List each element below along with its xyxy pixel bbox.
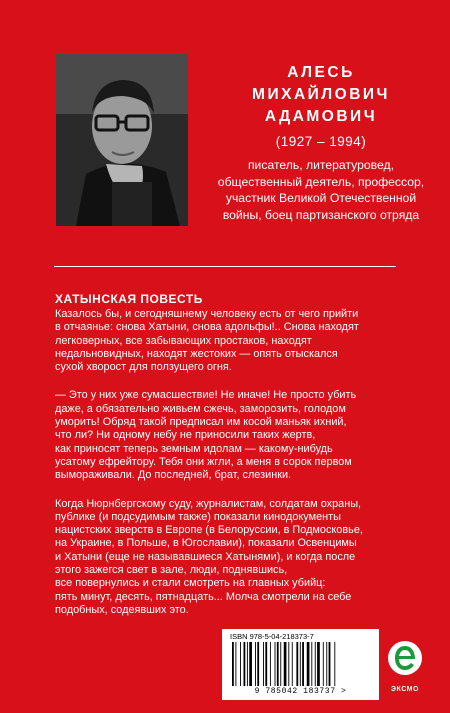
barcode-bar <box>334 642 335 686</box>
text-line: недальновидных, находят жестоких — опять отыскался <box>55 347 338 360</box>
barcode-bar <box>275 642 276 686</box>
author-years: (1927 – 1994) <box>275 134 367 149</box>
barcode-bar <box>270 642 271 686</box>
barcode-bar <box>300 642 301 686</box>
text-line: и Хатыни (еще не называвшиеся Хатынями), и когда после <box>55 550 356 563</box>
description-line: войны, боец партизанского отряда <box>222 207 420 222</box>
text-line: усатому ефрейтору. Тебя они жгли, а меня в сорок первом <box>55 455 352 468</box>
barcode-digits: 9 785042 183737 > <box>254 687 347 696</box>
section-body <box>55 308 397 632</box>
text-line: даже, а обязательно живьем сжечь, заморозить, голодом <box>55 402 346 415</box>
barcode-bar <box>247 642 248 686</box>
author-name-line: МИХАЙЛОВИЧ <box>252 86 390 103</box>
barcode-bar <box>249 642 252 686</box>
text-line: — Это у них уже сумасшествие! Не иначе! Не просто убить <box>55 389 357 402</box>
text-line: публике (и подсудимым также) показали кинодокументы <box>55 510 341 523</box>
description-line: участник Великой Отечественной <box>225 191 417 205</box>
barcode-panel <box>222 629 379 700</box>
author-name-line: АЛЕСЬ <box>287 64 355 81</box>
text-line: подобных, содеявших это. <box>55 603 189 616</box>
barcode-bar <box>244 642 246 686</box>
text-line: сухой хворост для ползущего огня. <box>55 361 232 374</box>
barcode-bars <box>230 642 371 686</box>
barcode-bar <box>317 642 320 686</box>
barcode-bar <box>311 642 312 686</box>
author-name <box>196 62 446 128</box>
barcode-bar <box>292 642 293 686</box>
text-line: Когда Нюрнбергскому суду, журналистам, солдатам охраны, <box>55 497 362 510</box>
barcode-bar <box>265 642 267 686</box>
text-line: уморить! Обряд такой предписал им косой маньяк ихний, <box>55 416 347 429</box>
section-title: ХАТЫНСКАЯ ПОВЕСТЬ <box>55 292 203 306</box>
barcode-bar <box>323 642 324 686</box>
paragraph-1 <box>55 308 397 374</box>
barcode-bar <box>326 642 327 686</box>
paragraph-2 <box>55 389 397 482</box>
barcode-bar <box>277 642 279 686</box>
publisher-logo-text: ЭКСМО <box>391 686 419 693</box>
author-block <box>196 62 446 223</box>
description-line: общественный деятель, профессор, <box>217 174 425 189</box>
text-line: на Украине, в Польше, в Югославии), показали Освенцимы <box>55 537 357 550</box>
barcode-bar <box>235 642 236 686</box>
barcode-bar <box>232 642 234 686</box>
barcode-bar <box>315 642 316 686</box>
barcode-bar <box>307 642 310 686</box>
text-line: нацистских зверств в Европе (в Белоруссии, в Подмосковье, <box>55 524 363 537</box>
divider <box>54 266 396 267</box>
text-line: все повернулись и стали смотреть на главных убийц: <box>55 577 326 590</box>
description-line: писатель, литературовед, <box>247 158 395 172</box>
barcode-bar <box>296 642 298 686</box>
barcode-bar <box>240 642 241 686</box>
barcode-bar <box>263 642 264 686</box>
text-line: как приносят теперь земным идолам — какому-нибудь <box>55 442 333 455</box>
text-line: что ли? Ни одному небу не приносили таких жертв, <box>55 429 316 442</box>
text-line: этого зажегся свет в зале, люди, поднявшись, <box>55 564 288 577</box>
barcode-bar <box>280 642 281 686</box>
text-line: в отчаянье: снова Хатыни, снова адольфы!.. Снова находят <box>55 321 359 334</box>
barcode-bar <box>255 642 256 686</box>
barcode-bar <box>329 642 331 686</box>
isbn-label: ISBN 978-5-04-218373-7 <box>230 632 314 641</box>
text-line: Казалось бы, и сегодняшнему человеку есть от чего прийти <box>55 308 359 320</box>
text-line: легковерных, все забывающих простаков, находят <box>55 334 312 347</box>
barcode-bar <box>284 642 287 686</box>
barcode-bar <box>302 642 304 686</box>
text-line: вымораживали. До последней, брат, слезинки. <box>55 469 292 482</box>
author-name-line: АДАМОВИЧ <box>264 108 378 125</box>
paragraph-3 <box>55 498 397 618</box>
author-photo <box>56 54 188 226</box>
author-description <box>196 157 446 223</box>
barcode-bar <box>288 642 289 686</box>
barcode-bar <box>257 642 259 686</box>
text-line: пять минут, десять, пятнадцать... Молча смотрели на себе <box>55 590 352 603</box>
